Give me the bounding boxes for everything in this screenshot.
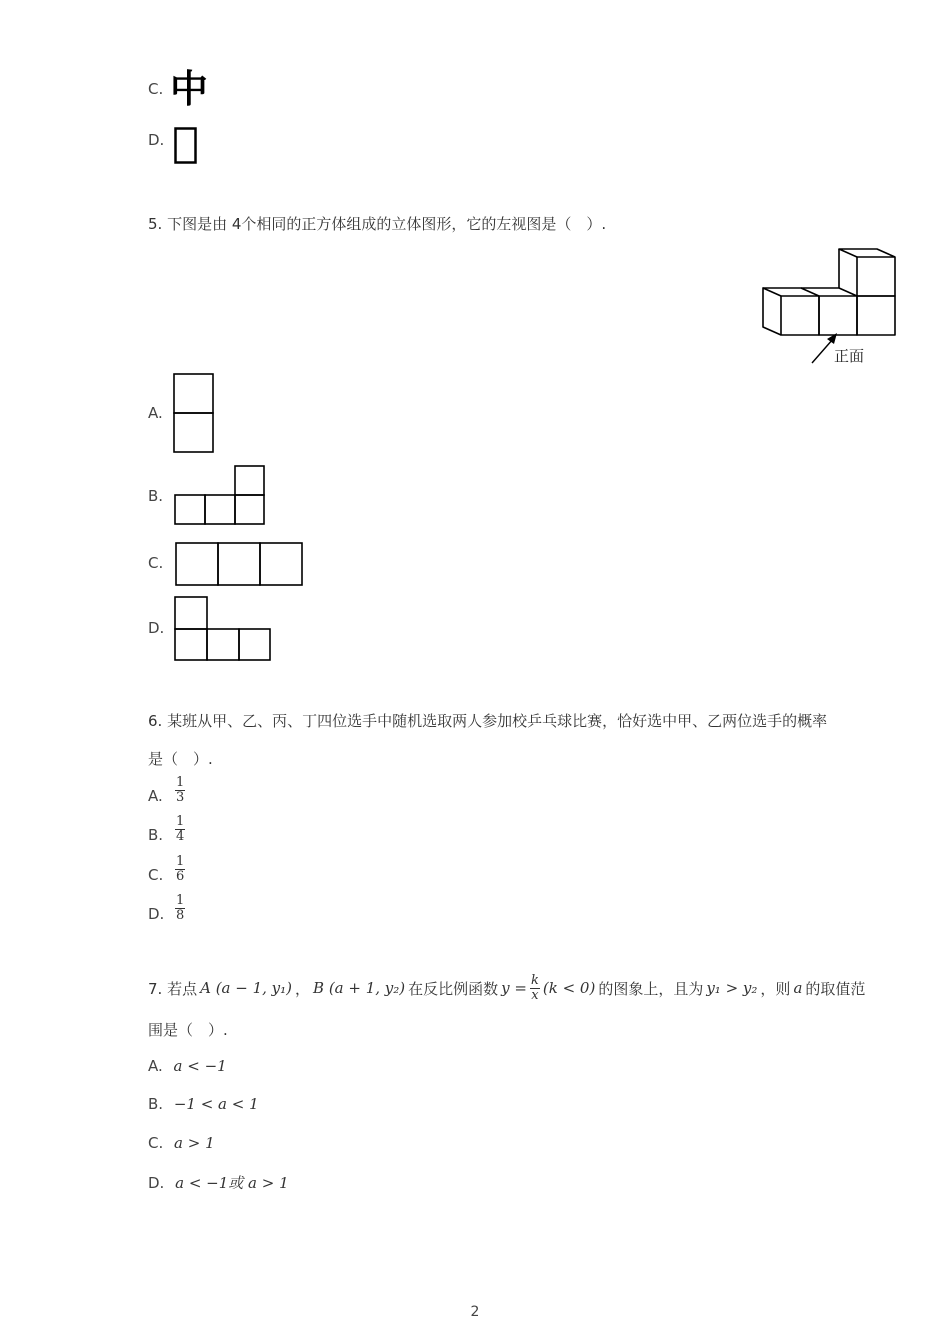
q6-option-c-fraction — [175, 855, 185, 884]
q7-condition-y: y₁ > y₂ — [706, 979, 758, 997]
q7-option-b — [148, 1095, 259, 1113]
q7-function-y: y = — [501, 979, 527, 997]
q6-option-b-numerator: 1 — [176, 814, 185, 829]
q6-option-a-label: A. — [148, 787, 163, 805]
q6-option-a-numerator: 1 — [176, 775, 185, 790]
q7-text-1: 7. 若点 — [148, 979, 198, 998]
q5-option-b-label: B. — [148, 487, 164, 505]
q6-option-d-denominator: 8 — [176, 908, 185, 923]
q5-front-label: 正面 — [834, 347, 865, 365]
q7-option-b-label: B. — [148, 1095, 164, 1113]
q6-stem-line2: 是（ ）. — [148, 750, 213, 768]
q7-text-2: ， — [295, 979, 311, 998]
q4-option-d-box — [174, 127, 198, 165]
q5-option-c-figure — [174, 541, 306, 587]
q6-option-c-numerator: 1 — [176, 854, 185, 869]
q5-option-b-figure — [173, 464, 267, 526]
q5-stem: 5. 下图是由 4个相同的正方体组成的立体图形，它的左视图是（ ）. — [148, 215, 607, 233]
q6-option-d-fraction — [175, 894, 185, 923]
q4-option-d-label: D. — [148, 131, 165, 149]
q4-option-c-glyph: 中 — [170, 67, 209, 111]
q6-option-b-fraction — [175, 815, 185, 844]
q7-option-c-label: C. — [148, 1134, 164, 1152]
q7-option-a — [148, 1057, 227, 1075]
q7-option-d — [148, 1172, 289, 1193]
q6-option-c-denominator: 6 — [176, 869, 185, 884]
q7-stem-line2: 围是（ ）. — [148, 1021, 228, 1039]
q7-function-fraction — [530, 974, 540, 1003]
q6-option-c-label: C. — [148, 866, 164, 884]
q5-option-a-figure — [173, 373, 215, 455]
q5-option-d-label: D. — [148, 619, 165, 637]
q7-option-d-expr: a < −1或 a > 1 — [175, 1174, 289, 1192]
q5-option-a-label: A. — [148, 404, 163, 422]
q7-option-a-expr: a < −1 — [173, 1057, 227, 1075]
q7-fraction-denominator: x — [531, 987, 539, 1003]
q7-stem-line1 — [148, 968, 865, 1008]
q7-option-c — [148, 1134, 215, 1152]
q6-option-d-label: D. — [148, 905, 165, 923]
q6-option-a-fraction — [175, 776, 185, 805]
q7-text-6: 的取值范 — [805, 979, 866, 998]
q4-option-c-label: C. — [148, 80, 164, 98]
q7-point-a: A (a − 1, y₁) — [200, 979, 293, 997]
q6-option-d-numerator: 1 — [176, 893, 185, 908]
q7-variable-a: a — [793, 979, 803, 997]
q6-stem-line1: 6. 某班从甲、乙、丙、丁四位选手中随机选取两人参加校乒乓球比赛，恰好选中甲、乙两位选手的概率 — [148, 712, 828, 730]
q6-option-a-denominator: 3 — [176, 790, 185, 805]
q6-option-b-label: B. — [148, 826, 164, 844]
q6-option-b-denominator: 4 — [176, 829, 185, 844]
q7-text-5: ，则 — [760, 979, 791, 998]
q7-condition-k: (k < 0) — [542, 979, 596, 997]
q7-option-b-expr: −1 < a < 1 — [173, 1095, 259, 1113]
q5-option-c-label: C. — [148, 554, 164, 572]
q7-point-b: B (a + 1, y₂) — [313, 979, 406, 997]
q7-text-3: 在反比例函数 — [408, 979, 499, 998]
q7-fraction-numerator: k — [530, 972, 539, 988]
page-number: 2 — [470, 1304, 480, 1320]
q7-text-4: 的图象上，且为 — [598, 979, 704, 998]
q7-option-d-label: D. — [148, 1174, 165, 1192]
q5-cube-figure — [755, 245, 905, 370]
q7-option-c-expr: a > 1 — [174, 1134, 215, 1152]
q7-option-a-label: A. — [148, 1057, 163, 1075]
q5-option-d-figure — [173, 595, 273, 663]
